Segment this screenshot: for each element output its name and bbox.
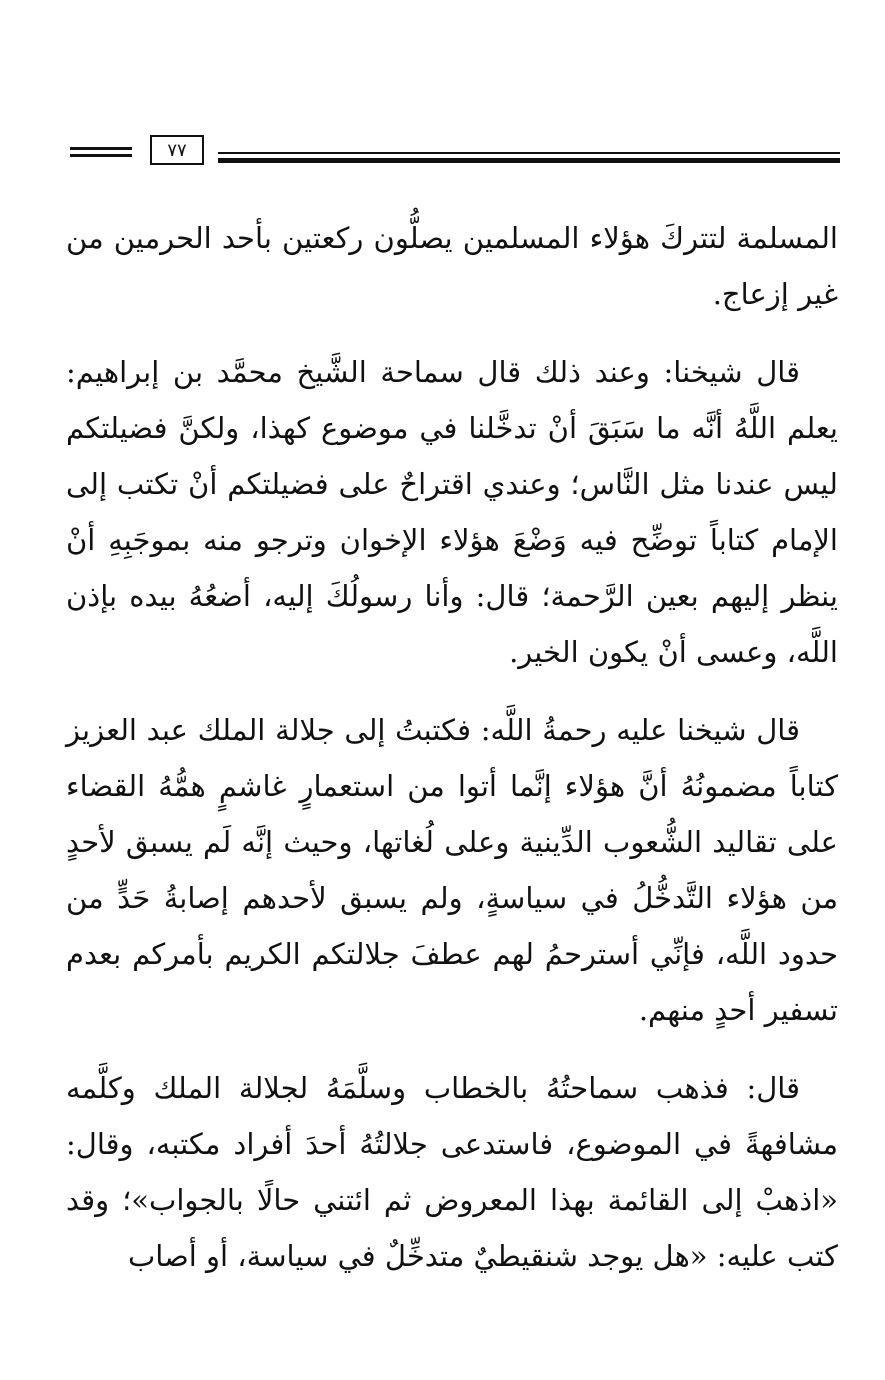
paragraph-continuation: المسلمة لتتركَ هؤلاء المسلمين يصلُّون ركعتين بأحد الحرمين من غير إزعاج. [66, 221, 838, 311]
header-rule-short-top [70, 147, 132, 150]
header-rule-long-thin [218, 152, 840, 154]
paragraph: قال شيخنا عليه رحمةُ اللَّه: فكتبتُ إلى جلالة الملك عبد العزيز كتاباً مضمونُهُ أنَّ هؤلاء إنَّما أتوا من استعمارٍ غاشمٍ همُّهُ القضاء على تقاليد الشُّعوب الدِّينية وعلى لُغاتها، وحيث إنَّه لَم يسبق لأحدٍ من هؤلاء التَّدخُّلُ في سياسةٍ، ولم يسبق لأحدهم إصابةُ حَدٍّ من حدود اللَّه، فإنِّي أسترحمُ لهم عطفَ جلالتكم الكريم بأمركم بعدم تسفير أحدٍ منهم. [66, 713, 838, 1027]
body-text [66, 210, 838, 1284]
paragraph: قال: فذهب سماحتُهُ بالخطاب وسلَّمَهُ لجلالة الملك وكلَّمه مشافهةً في الموضوع، فاستدعى جلالتُهُ أحدَ أفراد مكتبه، وقال: «اذهبْ إلى القائمة بهذا المعروض ثم ائتني حالًا بالجواب»؛ وقد كتب عليه: «هل يوجد شنقيطيٌ متدخِّلٌ في سياسة، أو أصاب [66, 1071, 838, 1273]
header-rule-long-thick [218, 158, 840, 163]
paragraph: قال شيخنا: وعند ذلك قال سماحة الشَّيخ محمَّد بن إبراهيم: يعلم اللَّهُ أنَّه ما سَبَقَ أنْ تدخَّلنا في موضوع كهذا، ولكنَّ فضيلتكم ليس عندنا مثل النَّاس؛ وعندي اقتراحٌ على فضيلتكم أنْ تكتب إلى الإمام كتاباً توضِّح فيه وَضْعَ هؤلاء الإخوان وترجو منه بموجَبِهِ أنْ ينظر إليهم بعين الرَّحمة؛ قال: وأنا رسولُكَ إليه، أضعُهُ بيده بإذن اللَّه، وعسى أنْ يكون الخير. [66, 355, 838, 669]
page-number: ٧٧ [150, 135, 204, 165]
header-rule-short-bottom [70, 154, 132, 157]
page-header [70, 130, 840, 170]
